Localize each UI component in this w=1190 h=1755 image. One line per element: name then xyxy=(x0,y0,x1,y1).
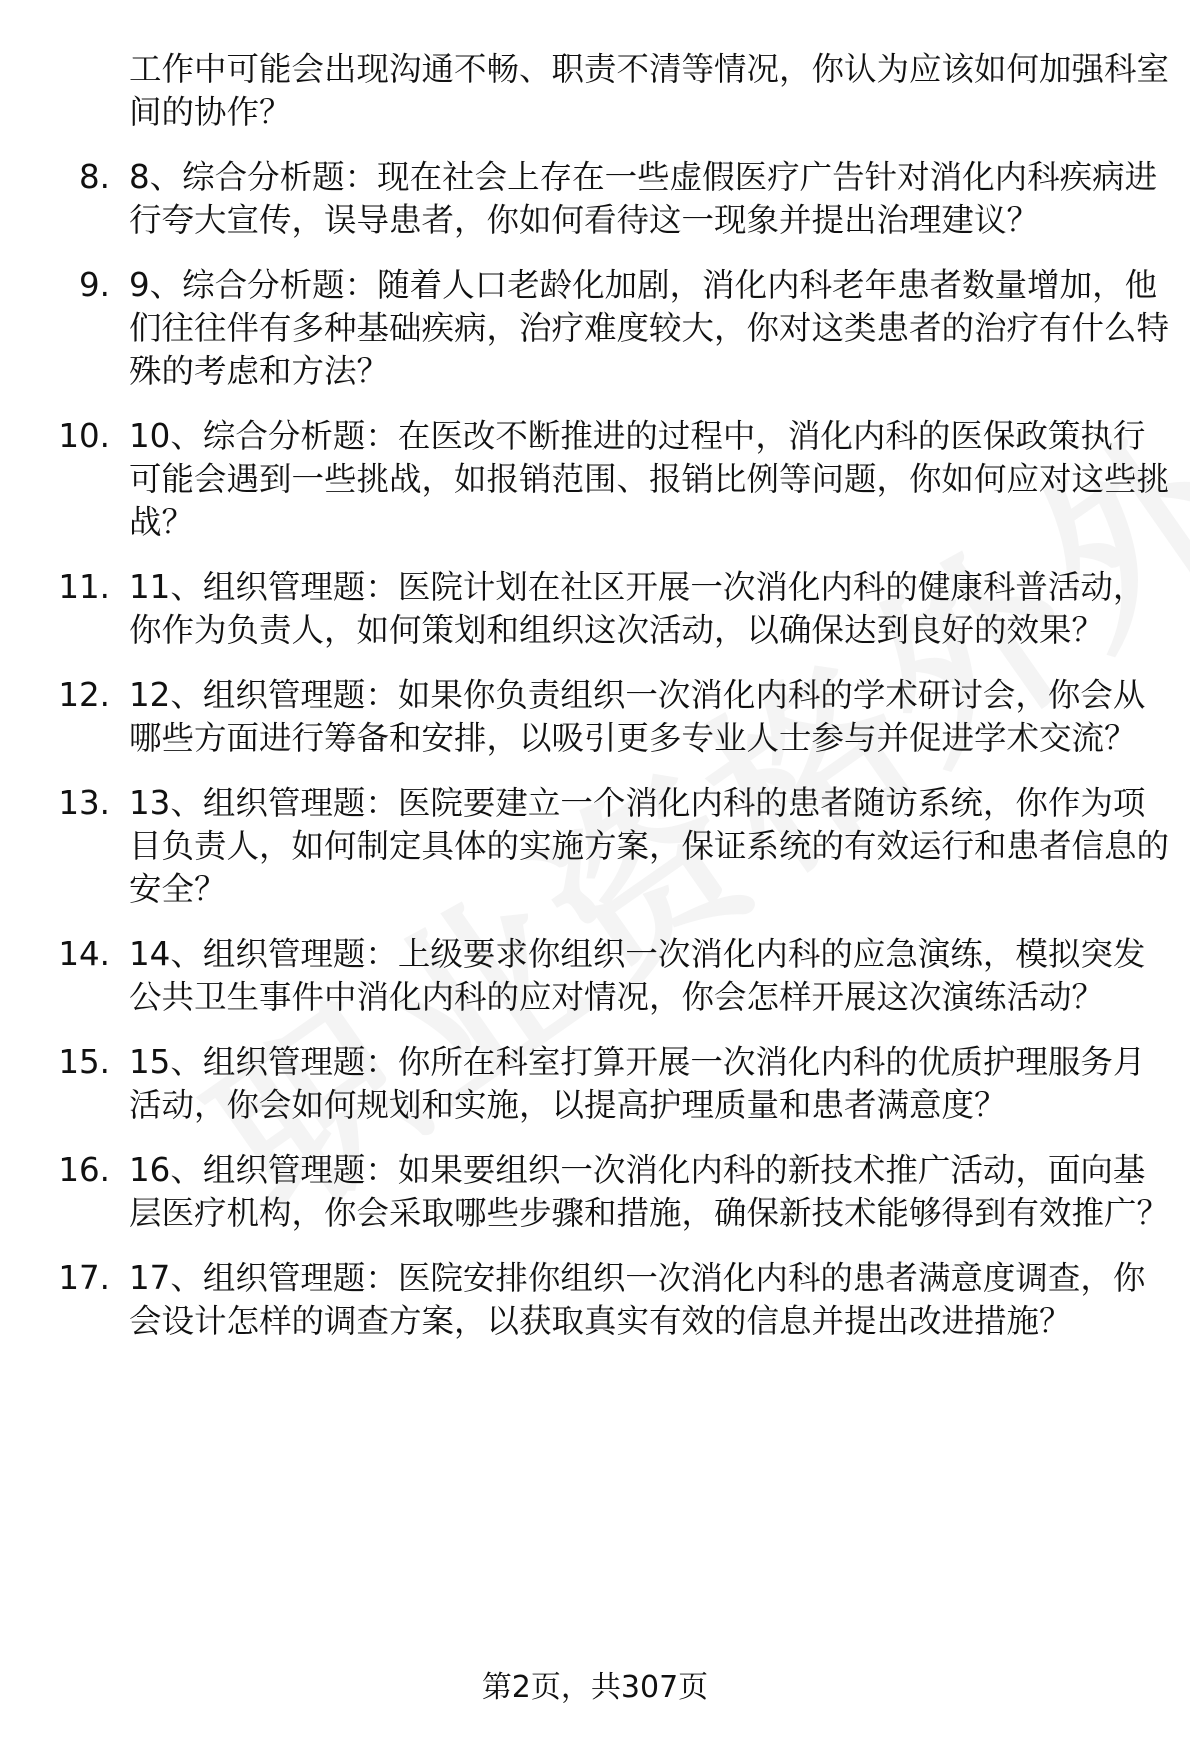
list-item xyxy=(0,674,1190,760)
list-item-text: 8、综合分析题：现在社会上存在一些虚假医疗广告针对消化内科疾病进行夸大宣传，误导患者，你如何看待这一现象并提出治理建议？ xyxy=(129,158,1158,239)
list-item-text: 16、组织管理题：如果要组织一次消化内科的新技术推广活动，面向基层医疗机构，你会采取哪些步骤和措施，确保新技术能够得到有效推广？ xyxy=(129,1151,1170,1232)
continuation-paragraph: 工作中可能会出现沟通不畅、职责不清等情况，你认为应该如何加强科室间的协作？ xyxy=(129,50,1170,131)
list-item-number: 15. xyxy=(58,1043,110,1081)
list-item-number: 17. xyxy=(58,1259,110,1297)
list-item xyxy=(0,1041,1190,1127)
list-item-text: 9、综合分析题：随着人口老龄化加剧，消化内科老年患者数量增加，他们往往伴有多种基础疾病，治疗难度较大，你对这类患者的治疗有什么特殊的考虑和方法？ xyxy=(129,266,1170,390)
list-item-number: 8. xyxy=(78,158,110,196)
list-item-text: 17、组织管理题：医院安排你组织一次消化内科的患者满意度调查，你会设计怎样的调查方案，以获取真实有效的信息并提出改进措施？ xyxy=(129,1259,1146,1340)
list-item-text: 11、组织管理题：医院计划在社区开展一次消化内科的健康科普活动，你作为负责人，如何策划和组织这次活动，以确保达到良好的效果？ xyxy=(129,568,1146,649)
list-item-number: 16. xyxy=(58,1151,110,1189)
list-item xyxy=(0,264,1190,393)
list-item-text: 13、组织管理题：医院要建立一个消化内科的患者随访系统，你作为项目负责人，如何制定具体的实施方案，保证系统的有效运行和患者信息的安全？ xyxy=(129,784,1170,908)
list-item xyxy=(0,933,1190,1019)
document-body xyxy=(0,48,1190,1365)
list-item-text: 15、组织管理题：你所在科室打算开展一次消化内科的优质护理服务月活动，你会如何规划和实施，以提高护理质量和患者满意度？ xyxy=(129,1043,1146,1124)
list-item xyxy=(0,782,1190,911)
list-item-number: 13. xyxy=(58,784,110,822)
list-item xyxy=(0,1149,1190,1235)
list-item-number: 10. xyxy=(58,417,110,455)
list-item-number: 11. xyxy=(58,568,110,606)
list-item-number: 12. xyxy=(58,676,110,714)
list-item-number: 14. xyxy=(58,935,110,973)
list-item xyxy=(0,1257,1190,1343)
list-item xyxy=(0,156,1190,242)
list-item-text: 12、组织管理题：如果你负责组织一次消化内科的学术研讨会，你会从哪些方面进行筹备和安排，以吸引更多专业人士参与并促进学术交流？ xyxy=(129,676,1146,757)
page-footer: 第2页，共307页 xyxy=(481,1670,709,1705)
list-item xyxy=(0,415,1190,544)
list-item xyxy=(0,566,1190,652)
list-item-number: 9. xyxy=(78,266,110,304)
list-item-text: 14、组织管理题：上级要求你组织一次消化内科的应急演练，模拟突发公共卫生事件中消化内科的应对情况，你会怎样开展这次演练活动？ xyxy=(129,935,1146,1016)
list-item-text: 10、综合分析题：在医改不断推进的过程中，消化内科的医保政策执行可能会遇到一些挑战，如报销范围、报销比例等问题，你如何应对这些挑战？ xyxy=(129,417,1170,541)
